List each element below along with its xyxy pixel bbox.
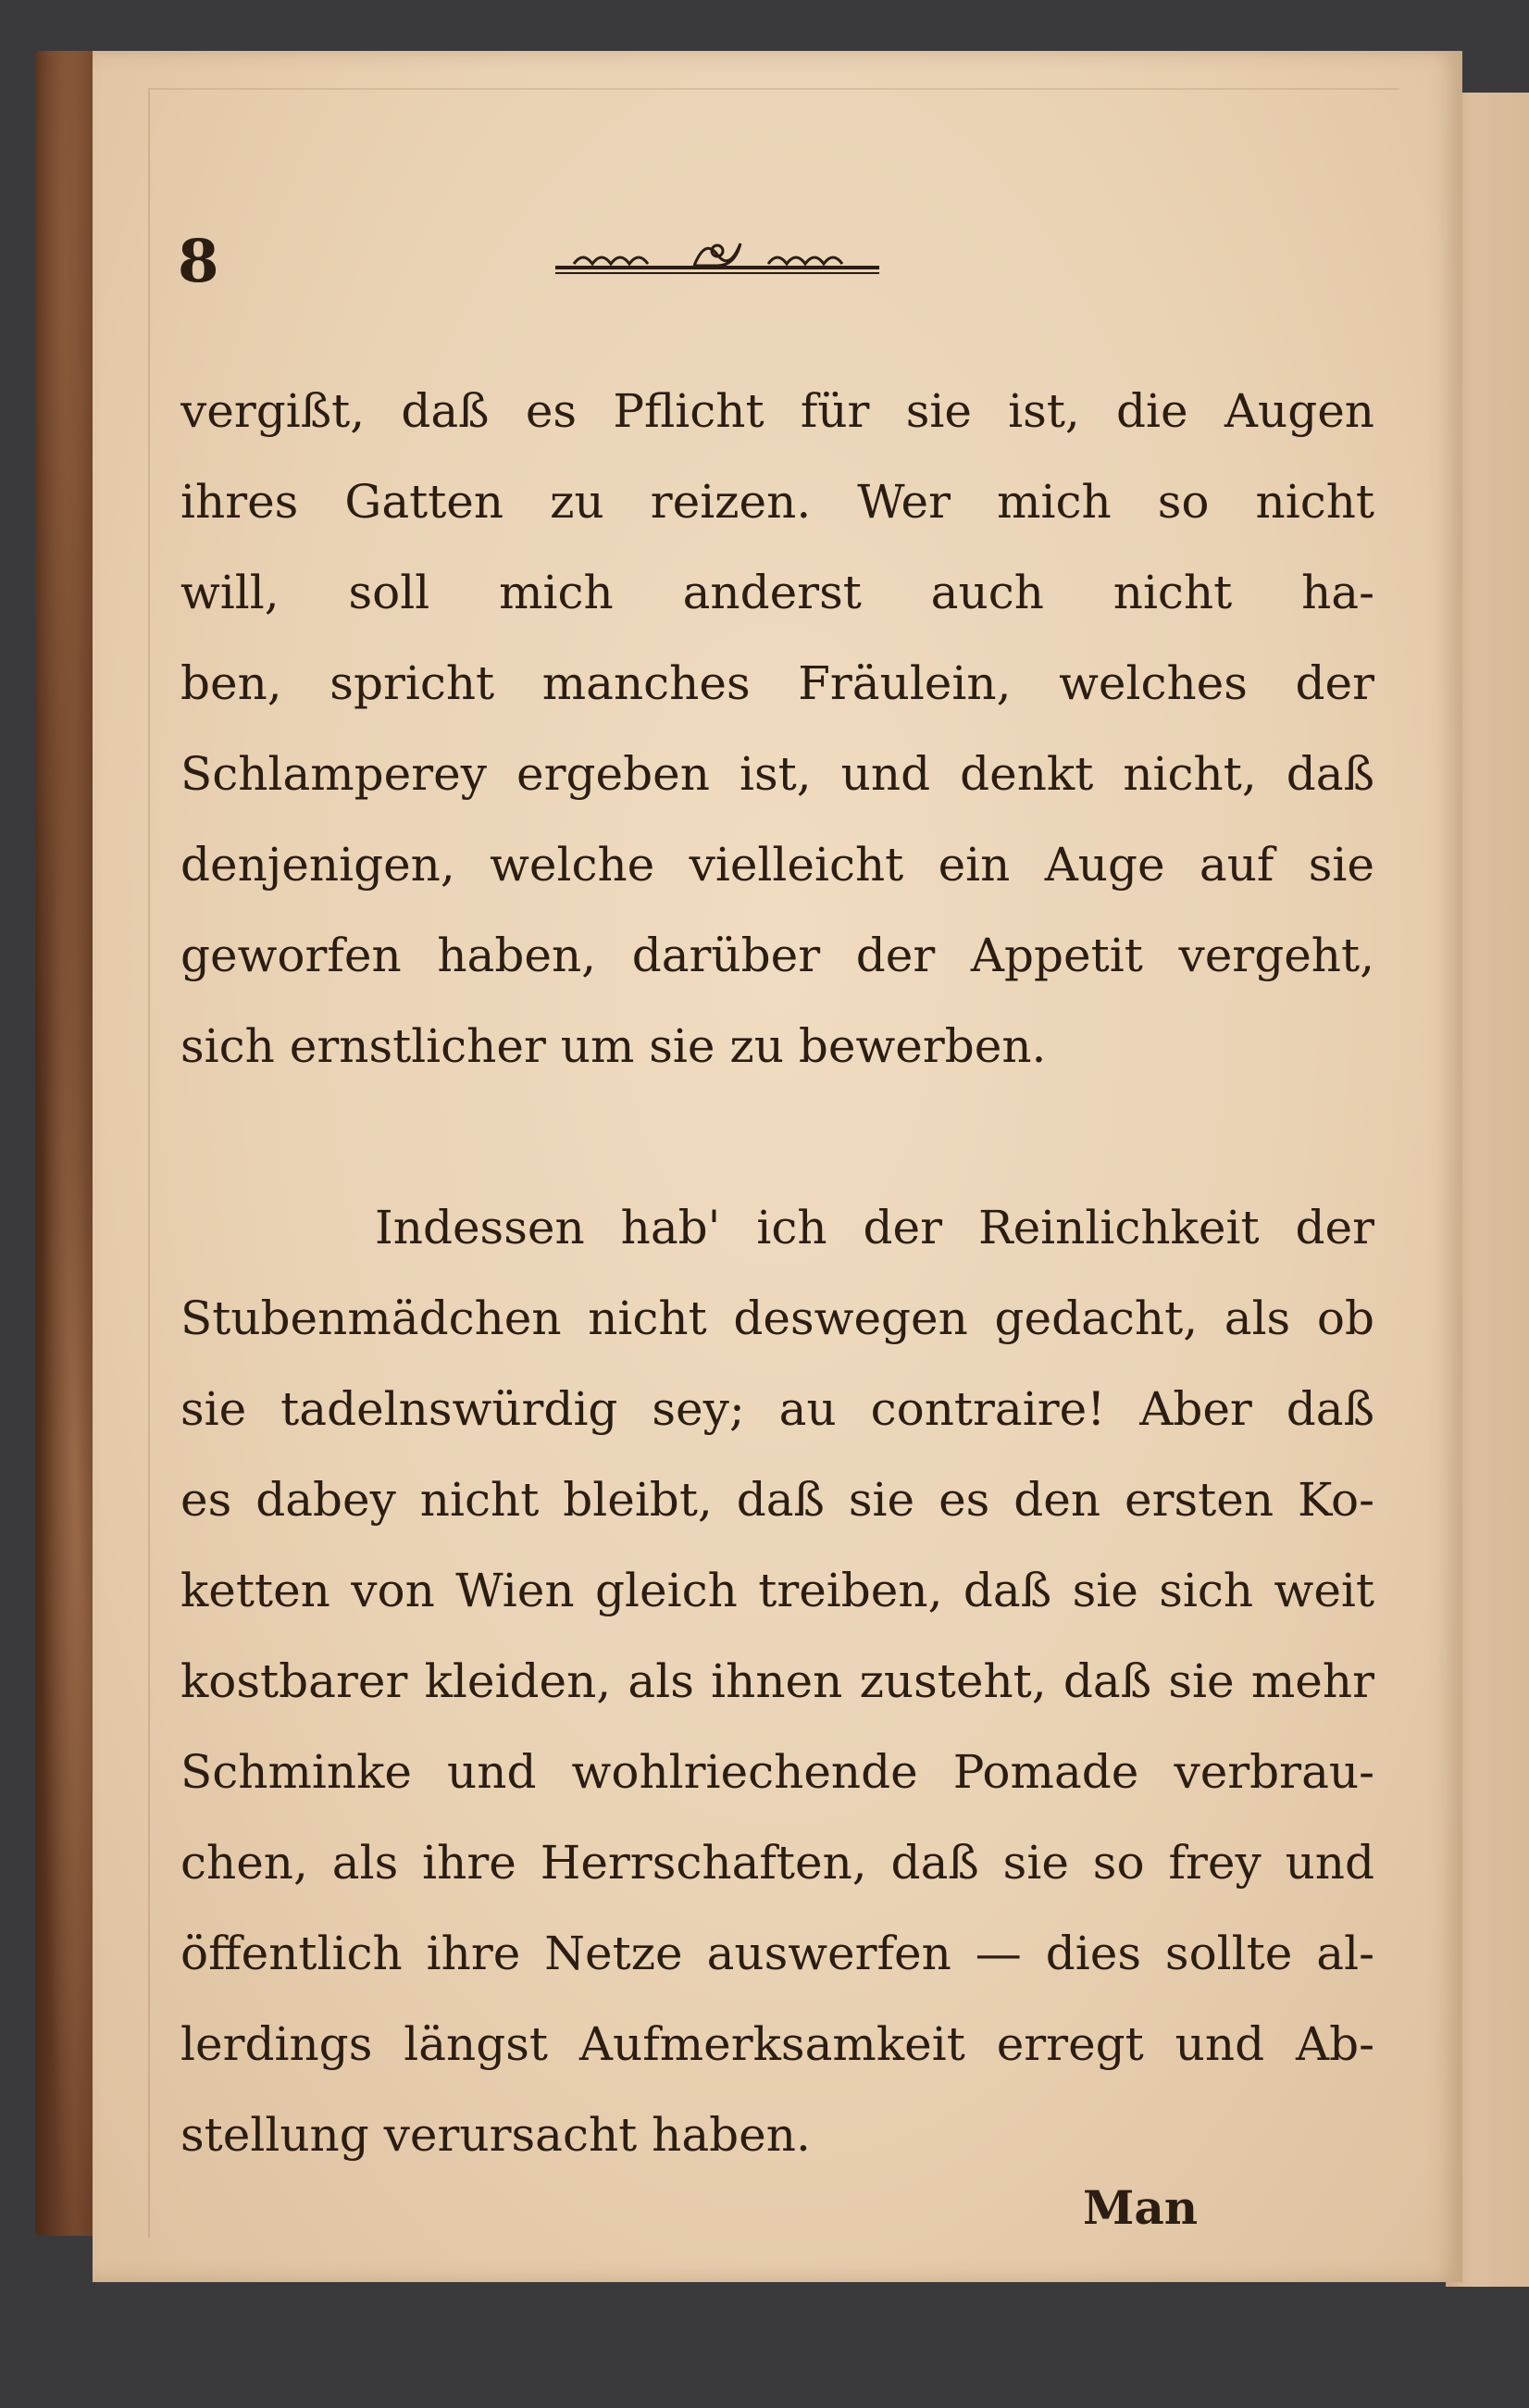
text-line: chen, als ihre Herrschaften, daß sie so frey und [180, 1836, 1374, 1890]
text-line: Indessen hab' ich der Reinlichkeit der [375, 1201, 1374, 1254]
text-line: sie tadelnswürdig sey; au contraire! Aber daß [180, 1382, 1374, 1436]
book-page [93, 51, 1462, 2282]
text-line: ketten von Wien gleich treiben, daß sie sich weit [180, 1564, 1374, 1617]
text-line: sich ernstlicher um sie zu bewerben. [180, 1019, 1047, 1073]
text-line: geworfen haben, darüber der Appetit vergeht, [180, 929, 1374, 982]
text-line: Schminke und wohlriechende Pomade verbrau- [180, 1745, 1374, 1799]
text-line: öffentlich ihre Netze auswerfen — dies sollte al- [180, 1927, 1374, 1980]
catchword: Man [1083, 2180, 1199, 2235]
text-line: Schlamperey ergeben ist, und denkt nicht, daß [180, 747, 1374, 801]
text-line: will, soll mich anderst auch nicht ha- [180, 566, 1374, 619]
text-line: stellung verursacht haben. [180, 2108, 811, 2162]
body-text [180, 366, 1374, 2180]
text-line: kostbarer kleiden, als ihnen zusteht, daß sie mehr [180, 1654, 1374, 1708]
text-line: es dabey nicht bleibt, daß sie es den ersten Ko- [180, 1473, 1374, 1527]
text-line: lerdings längst Aufmerksamkeit erregt und Ab- [180, 2017, 1374, 2071]
text-line: vergißt, daß es Pflicht für sie ist, die Augen [180, 384, 1374, 438]
header-ornament-icon [555, 234, 879, 281]
paragraph-gap [180, 1092, 1374, 1182]
text-line: ihres Gatten zu reizen. Wer mich so nicht [180, 475, 1374, 529]
text-line: denjenigen, welche vielleicht ein Auge auf sie [180, 838, 1374, 892]
page-number: 8 [178, 227, 219, 296]
text-line: Stubenmädchen nicht deswegen gedacht, als ob [180, 1291, 1374, 1345]
text-line: ben, spricht manches Fräulein, welches der [180, 656, 1374, 710]
